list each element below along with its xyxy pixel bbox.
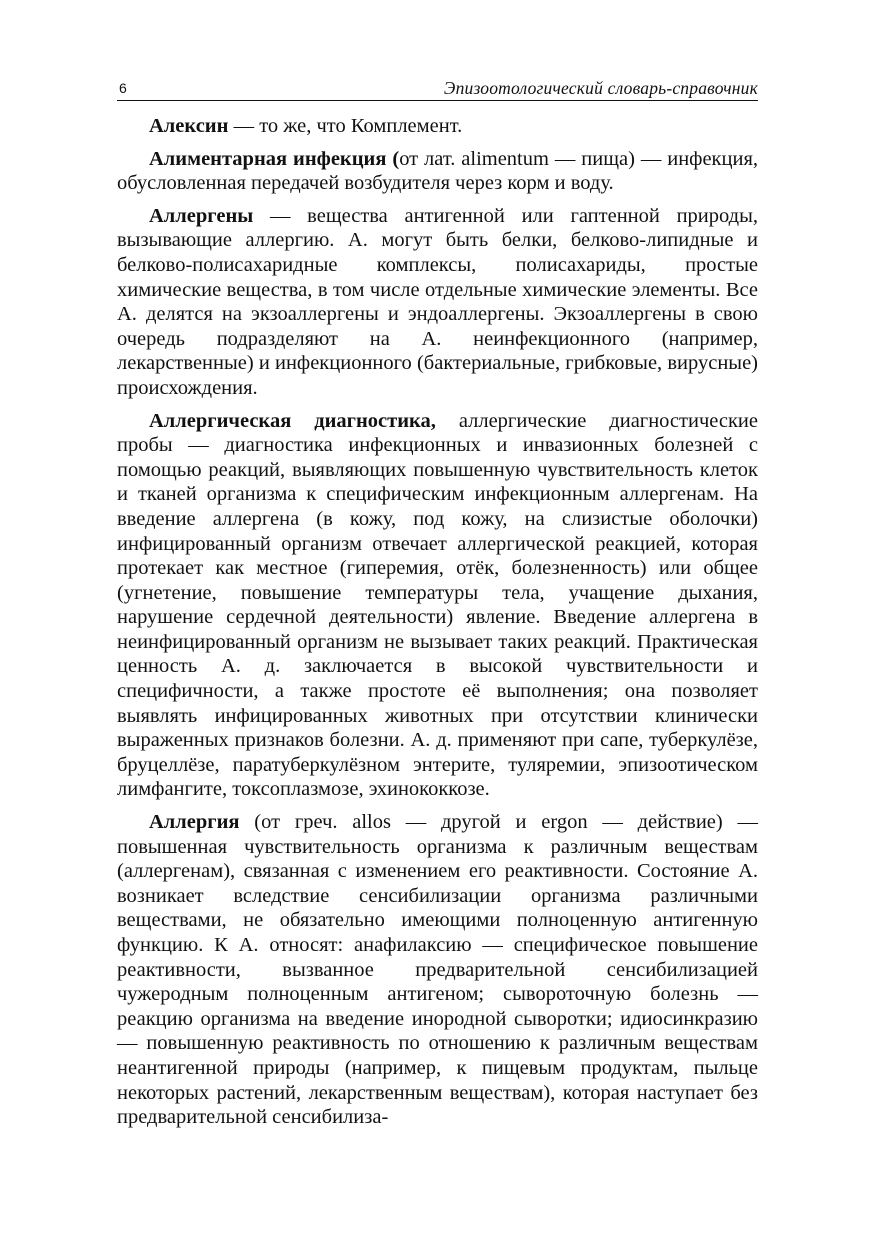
- entry-text: аллергические диагностические пробы — диагностика инфекционных и инвазионных болезней с помощью реакций, выявляющих повышенную чувствительность клеток и тканей организма к специфическим инфекционным аллергенам. На введение аллергена (в кожу, под кожу, на слизистые оболочки) инфицированный организм отвечает аллергической реакцией, которая протекает как местное (гиперемия, отёк, болезненность) или общее (угнетение, повышение температуры тела, учащение дыхания, нарушение сердечной деятельности) явление. Введение аллергена в неинфицированный организм не вызывает таких реакций. Практическая ценность А. д. заключается в высокой чувствительности и специфичности, а также простоте её выполнения; она позволяет выявлять инфицированных животных при отсутствии клинически выраженных признаков болезни. А. д. применяют при сапе, туберкулёзе, бруцеллёзе, паратуберкулёзном энтерите, туляремии, эпизоотическом лимфангите, токсоплазмозе, эхинококкозе.: [117, 409, 759, 801]
- entry-alimentary-infection: [117, 147, 758, 196]
- entry-term: Алиментарная инфекция (: [149, 147, 400, 170]
- page-header: [117, 76, 758, 101]
- entry-term: Аллергия: [149, 811, 240, 834]
- entry-text: (от греч. allos — другой и ergon — действие) — повышенная чувствительность организма к различным веществам (аллергенам), связанная с изменением его реактивности. Состояние А. возникает вследствие сенсибилизации организма различными веществами, не обязательно имеющими полноценную антигенную функцию. К А. относят: анафилаксию — специфическое повышение реактивности, вызванное предварительной сенсибилизацией чужеродным полноценным антигеном; сывороточную болезнь — реакцию организма на введение инородной сыворотки; идиосинкразию — повышенную реактивность по отношению к различным веществам неантигенной природы (например, к пищевым продуктам, пыльце некоторых растений, лекарственным веществам), которая наступает без предварительной сенсибилиза-: [117, 811, 758, 1129]
- entry-aleksin: [117, 114, 758, 139]
- entry-allergy: [117, 810, 758, 1130]
- entry-allergic-diagnostics: [117, 409, 758, 803]
- entry-allergens: [117, 204, 758, 401]
- running-title: Эпизоотологический словарь-справочник: [443, 78, 758, 98]
- entry-term: Алексин: [149, 115, 229, 137]
- page-body: [117, 114, 758, 1138]
- entry-term: Аллергическая диагностика,: [149, 409, 436, 432]
- entry-text: — вещества антигенной или гаптенной природы, вызывающие аллергию. А. могут быть белки, белково-липидные и белково-полисахаридные комплексы, полисахариды, простые химические вещества, в том числе отдельные химические элементы. Все А. делятся на экзоаллергены и эндоаллергены. Экзоаллергены в свою очередь подразделяют на А. неинфекционного (например, лекарственные) и инфекционного (бактериальные, грибковые, вирусные) происхождения.: [117, 204, 758, 399]
- entry-text: от лат. alimentum — пища) — инфекция, обусловленная передачей возбудителя через корм и воду.: [117, 147, 758, 195]
- page-number: 6: [119, 80, 127, 96]
- entry-term: Аллергены: [149, 204, 254, 227]
- entry-text: — то же, что Комплемент.: [228, 115, 463, 137]
